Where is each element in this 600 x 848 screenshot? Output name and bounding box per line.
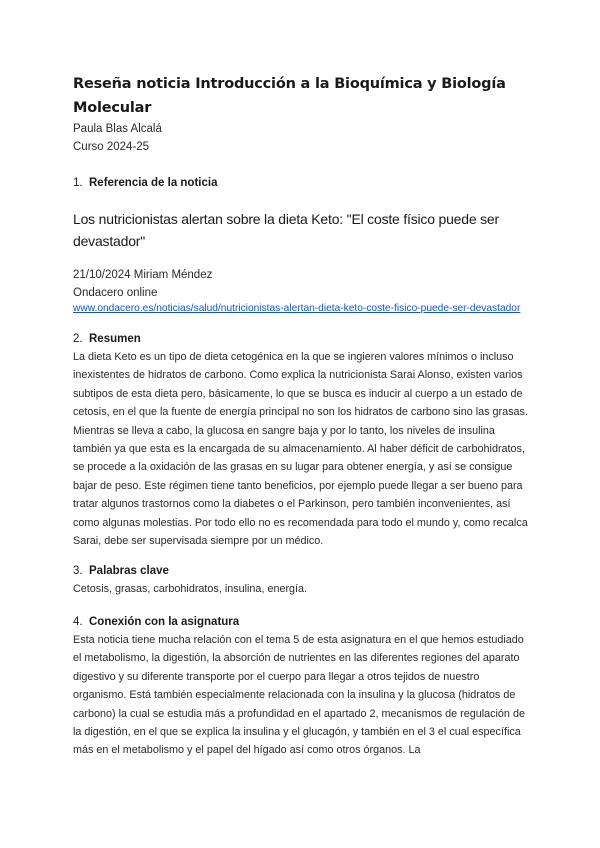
section-2-heading (73, 330, 533, 348)
section-2-label: Resumen (89, 333, 141, 345)
keywords-text: Cetosis, grasas, carbohidratos, insulina, energía. (73, 583, 308, 596)
news-url-link[interactable]: www.ondacero.es/noticias/salud/nutricionistas-alertan-dieta-keto-coste-fisico-puede-ser-devastador (73, 303, 521, 314)
section-1-number: 1. (73, 177, 83, 189)
section-3-heading (73, 562, 533, 580)
section-2-number: 2. (73, 333, 83, 345)
news-source: Ondacero online (73, 287, 158, 299)
section-1-heading (73, 174, 533, 192)
document-page (73, 72, 533, 760)
section-4-heading (73, 613, 533, 631)
summary-paragraph: La dieta Keto es un tipo de dieta cetogénica en la que se ingieren valores mínimos o incluso inexistentes de hidratos de carbono. Como explica la nutricionista Sarai Alonso, existen varios subtipos de esta dieta pero, básicamente, lo que se busca es inducir al cuerpo a un estado de cetosis, en el que la fuente de energía principal no son los hidratos de carbono sino las grasas. Mientras se lleva a cabo, la glucosa en sangre baja y por lo tanto, los niveles de insulina también ya que esta es la encargada de su almacenamiento. Al haber déficit de carbohidratos, se procede a la oxidación de las grasas en su lugar para obtener energía, y así se consigue bajar de peso. Este régimen tiene tanto beneficios, por ejemplo puede llegar a ser bueno para tratar algunos trastornos como la diabetes o el Parkinson, pero también inconvenientes, así como algunas molestias. Por todo ello no es recomendada para todo el mundo y, como recalca Sarai, debe ser supervisada siempre por un médico. (73, 351, 528, 548)
section-4-label: Conexión con la asignatura (89, 615, 240, 628)
section-3-number: 3. (73, 565, 83, 578)
document-title: Reseña noticia Introducción a la Bioquímica y Biología Molecular (73, 76, 506, 116)
section-1-label: Referencia de la noticia (89, 177, 218, 189)
course-year: Curso 2024-25 (73, 141, 150, 153)
news-title: Los nutricionistas alertan sobre la dieta Keto: "El coste físico puede ser devastador" (73, 211, 499, 249)
section-3-label: Palabras clave (89, 565, 169, 578)
author-name: Paula Blas Alcalá (73, 123, 162, 135)
news-date-author: 21/10/2024 Miriam Méndez (73, 269, 213, 281)
connection-paragraph: Esta noticia tiene mucha relación con el tema 5 de esta asignatura en el que hemos estudiado el metabolismo, la digestión, la absorción de nutrientes en las diferentes regiones del aparato digestivo y su diferente transporte por el cuerpo para llegar a otros tejidos de nuestro organismo. Está también especialmente relacionada con la insulina y la glucosa (hidratos de carbono) la cual se estudia más a profundidad en el apartado 2, mecanismos de regulación de la digestión, en el que se explica la insulina y el glucagón, y también en el 3 el cual específica más en el metabolismo y el papel del hígado así como otros órganos. La (73, 633, 525, 757)
section-4-number: 4. (73, 615, 83, 628)
